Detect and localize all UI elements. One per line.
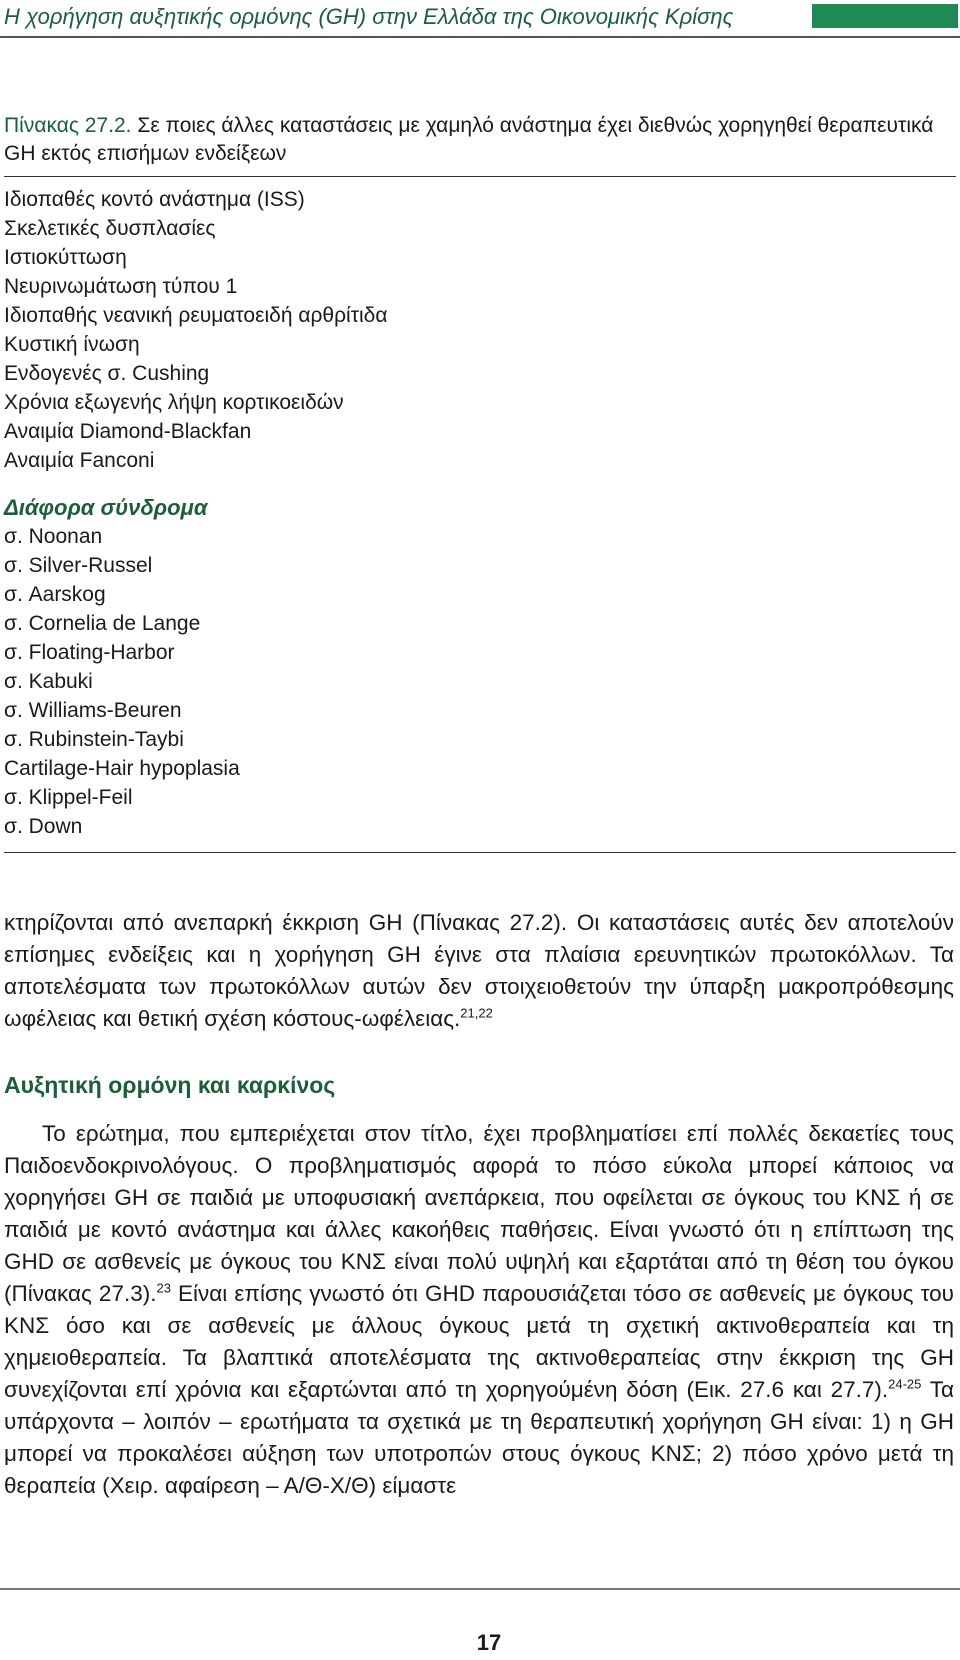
header-rule [0, 36, 960, 38]
header-accent-bar [812, 4, 958, 28]
list-item: Ιστιοκύττωση [4, 246, 127, 269]
running-header [0, 0, 960, 40]
list-item: Ιδιοπαθές κοντό ανάστημα (ISS) [4, 188, 305, 211]
section-text-part1: Το ερώτημα, που εμπεριέχεται στον τίτλο, έχει προβληματίσει επί πολλές δεκαετίες τους Παιδοενδοκρινολόγους. Ο προβληματισμός αφορά το πόσο εύκολα μπορεί κάποιος να χορηγήσει GH σε παιδιά με υποφυσιακή ανεπάρκεια, που οφείλεται σε όγκους του ΚΝΣ ή σε παιδιά με κοντό ανάστημα και άλλες κακοήθεις παθήσεις. Είναι γνωστό ότι η επίπτωση της GHD σε ασθενείς με όγκους του ΚΝΣ είναι πολύ υψηλή και εξαρτάται από τη θέση του όγκου (Πίνακας 27.3). [4, 1121, 954, 1306]
table-caption-text: Σε ποιες άλλες καταστάσεις με χαμηλό ανάστημα έχει διεθνώς χορηγηθεί θεραπευτικά GH εκτός επισήμων ενδείξεων [4, 114, 934, 165]
list-item: σ. Cornelia de Lange [4, 612, 201, 635]
list-item: Χρόνια εξωγενής λήψη κορτικοειδών [4, 391, 344, 414]
table-bottom-rule [4, 852, 956, 853]
list-item: σ. Aarskog [4, 583, 106, 606]
list-item: Cartilage-Hair hypoplasia [4, 757, 240, 780]
list-item: Ιδιοπαθής νεανική ρευματοειδή αρθρίτιδα [4, 304, 388, 327]
body-paragraph-text: κτηρίζονται από ανεπαρκή έκκριση GH (Πίνακας 27.2). Οι καταστάσεις αυτές δεν αποτελούν επίσημες ενδείξεις και η χορήγηση GH έγινε στα πλαίσια ερευνητικών πρωτοκόλλων. Τα αποτελέσματα των πρωτοκόλλων αυτών δεν στοιχειοθετούν την ύπαρξη μακροπρόθεσμης ωφέλειας και θετική σχέση κόστους-ωφέλειας. [4, 910, 954, 1031]
table-top-rule [4, 176, 956, 177]
list-item: σ. Williams-Beuren [4, 699, 182, 722]
table-caption-number: Πίνακας 27.2. [4, 114, 132, 137]
list-item: Αναιμία Fanconi [4, 449, 155, 472]
list-item: Νευρινωμάτωση τύπου 1 [4, 275, 238, 298]
table-caption [4, 112, 956, 168]
table-27-2 [4, 112, 956, 841]
list-item: Σκελετικές δυσπλασίες [4, 217, 216, 240]
running-header-title: Η χορήγηση αυξητικής ορμόνης (GH) στην Ελλάδα της Οικονομικής Κρίσης [4, 4, 734, 29]
section-heading: Αυξητική ορμόνη και καρκίνος [4, 1072, 336, 1098]
page-number: 17 [476, 1630, 502, 1655]
list-item: σ. Silver-Russel [4, 554, 153, 577]
list-item: σ. Floating-Harbor [4, 641, 175, 664]
list-item: σ. Kabuki [4, 670, 93, 693]
section-text-part2: Είναι επίσης γνωστό ότι GHD παρουσιάζεται τόσο σε ασθενείς με όγκους του ΚΝΣ όσο και σε ασθενείς με άλλους όγκους μετά τη σχετική ακτινοθεραπεία και τη χημειοθεραπεία. Τα βλαπτικά αποτελέσματα της ακτινοθεραπείας στην έκκριση της GH συνεχίζονται επί χρόνια και εξαρτώνται από τη χορηγούμένη δόση (Εικ. 27.6 και 27.7). [4, 1281, 954, 1402]
syndromes-list [4, 522, 956, 841]
section-paragraph [4, 1118, 954, 1502]
conditions-list [4, 185, 956, 475]
citation-ref: 21,22 [460, 1005, 493, 1021]
list-item: σ. Klippel-Feil [4, 786, 133, 809]
footer-rule [0, 1588, 960, 1590]
list-item: Κυστική ίνωση [4, 333, 140, 356]
section-text-part3: Τα υπάρχοντα – λοιπόν – ερωτήματα τα σχετικά με τη θεραπευτική χορήγηση GH είναι: 1) η GH μπορεί να προκαλέσει αύξηση των υποτροπών στους όγκους ΚΝΣ; 2) πόσο χρόνο μετά τη θεραπεία (Χειρ. αφαίρεση – Α/Θ-Χ/Θ) είμαστε [4, 1377, 955, 1498]
list-item: Ενδογενές σ. Cushing [4, 362, 210, 385]
list-item: Αναιμία Diamond-Blackfan [4, 420, 252, 443]
list-item: σ. Noonan [4, 525, 103, 548]
citation-ref: 24-25 [888, 1376, 922, 1392]
syndromes-subheading: Διάφορα σύνδρομα [4, 495, 208, 520]
list-item: σ. Down [4, 815, 83, 838]
body-paragraph [4, 907, 954, 1035]
list-item: σ. Rubinstein-Taybi [4, 728, 184, 751]
citation-ref: 23 [156, 1280, 171, 1296]
